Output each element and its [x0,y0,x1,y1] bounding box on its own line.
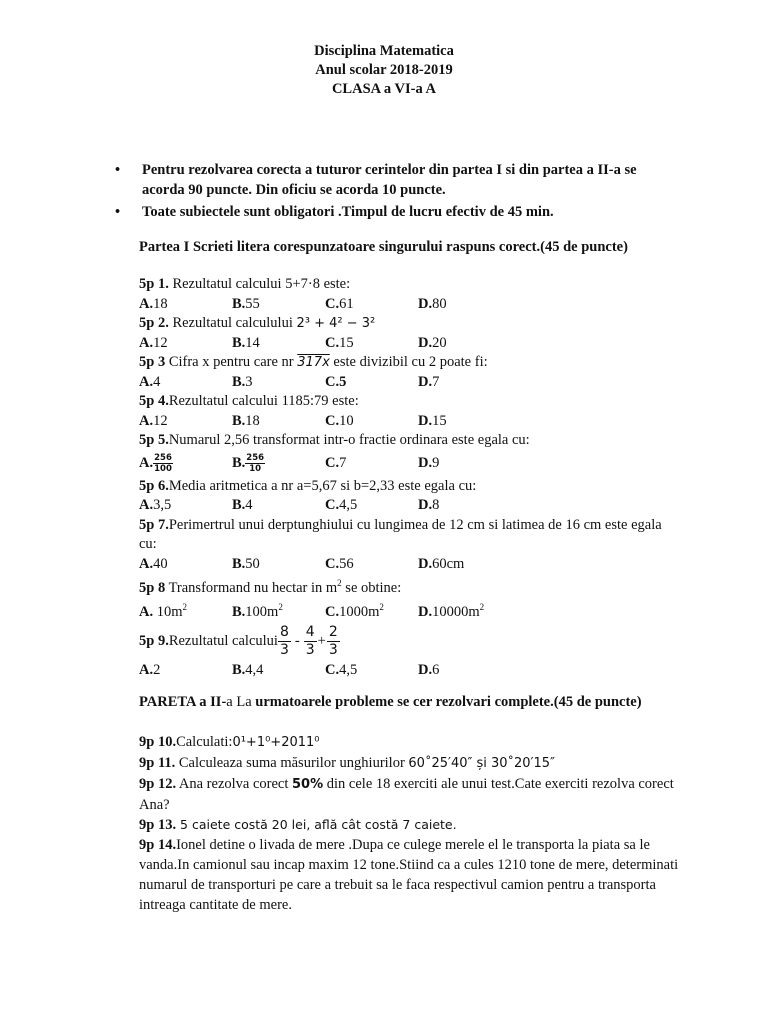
question-4-options: A.12 B.18 C.10 D.15 [139,412,447,429]
question-3: 5p 3 Cifra x pentru care nr 317x este divizibil cu 2 poate fi: [139,354,488,370]
instruction-item [112,202,672,222]
part1-title: Partea I Scrieti litera corespunzatoare singurului raspuns corect.(45 de puncte) [139,239,628,255]
question-10: 9p 10.Calculati:0¹+1⁰+2011⁰ [139,734,320,750]
class-name: CLASA a VI-a A [331,81,437,97]
question-12: 9p 12. Ana rezolva corect 50% din cele 18 exerciti ale unui test.Cate exerciti rezolva corect Ana? [139,776,674,813]
part1-questions [139,275,679,680]
instructions-list [112,160,672,224]
question-8: 5p 8 Transformand nu hectar in $m^2$ se obtine: [139,578,402,596]
question-13: 9p 13. 5 caiete costă 20 lei, află cât costă 7 caiete. [139,817,457,833]
question-6-options: A.3,5 B.4 C.4,5 D.8 [139,497,440,513]
bullet-icon: • [115,162,121,178]
fraction: $\frac{4}{3}$ [305,624,315,659]
part2-section [139,692,679,915]
math-expression: 2³ + 4² − 3² [296,316,376,331]
question-5-options: A. $\frac{256}{100}$ B. $\frac{256}{10}$ C.7 D.9 [139,453,440,474]
question-7: 5p 7.Perimertrul unui derptunghiului cu lungimea de 12 cm si latimea de 16 cm este egala cu: [139,516,662,552]
question-14: 9p 14.Ionel detine o livada de mere .Dupa ce culege merele el le transporta la piata sa le vanda.In camionul sau incap maxim 12 tone.Stiind ca a cules 1210 tone de mere, determinati numarul de transporturi pe care a trebuit sa le faca respectivul camion pentru a transporta intreaga cantitate de mere. [139,837,679,913]
question-5: 5p 5.Numarul 2,56 transformat intr-o fractie ordinara este egala cu: [139,432,530,448]
instruction-text: Toate subiectele sunt obligatori .Timpul de lucru efectiv de 45 min. [142,204,554,220]
document-header [0,42,768,99]
fraction: $\frac{8}{3}$ [279,624,289,659]
question-3-options: A.4 B.3 C.5 D.7 [139,373,440,390]
question-4: 5p 4.Rezultatul calcului 1185:79 este: [139,393,359,409]
question-6: 5p 6.Media aritmetica a nr a=5,67 si b=2,33 este egala cu: [139,477,477,494]
question-11: 9p 11. Calculeaza suma măsurilor unghiurilor 60˚25′40″ și 30˚20′15″ [139,755,555,771]
fraction: $\frac{2}{3}$ [328,624,338,659]
number-overline: 317x [297,355,330,370]
instruction-item [112,160,672,200]
question-9: 5p 9. Rezultatul calcului $\frac{8}{3}$ - $\frac{4}{3}$ + $\frac{2}{3}$ [139,624,338,659]
part2-title: PARETA a II-a La urmatoarele probleme se cer rezolvari complete.(45 de puncte) [139,694,642,710]
question-2-options: A.12 B.14 C.15 D.20 [139,334,447,351]
question-9-options: A.2 B.4,4 C.4,5 D.6 [139,661,440,678]
fraction: $\frac{256}{100}$ [154,453,172,474]
question-1: 5p 1. Rezultatul calcului 5+7·8 este: [139,276,351,292]
question-1-options: A.18 B.55 C.61 D.80 [139,295,447,312]
question-7-options: A.40 B.50 C.56 D.60cm [139,555,465,572]
instruction-text: Pentru rezolvarea corecta a tuturor cerintelor din partea I si din partea a II-a se acorda 90 puncte. Din oficiu se acorda 10 puncte. [142,162,637,198]
fraction: $\frac{256}{10}$ [246,453,265,474]
school-year: Anul scolar 2018-2019 [315,62,453,78]
subject-title: Disciplina Matematica [314,43,454,59]
question-2: 5p 2. Rezultatul calculului 2³ + 4² − 3² [139,315,376,331]
bullet-icon: • [115,204,121,220]
question-8-options: A. $10m^2$ $B.100m^2$ $C.1000m^2$ $D.10000m^2$ [139,602,485,621]
